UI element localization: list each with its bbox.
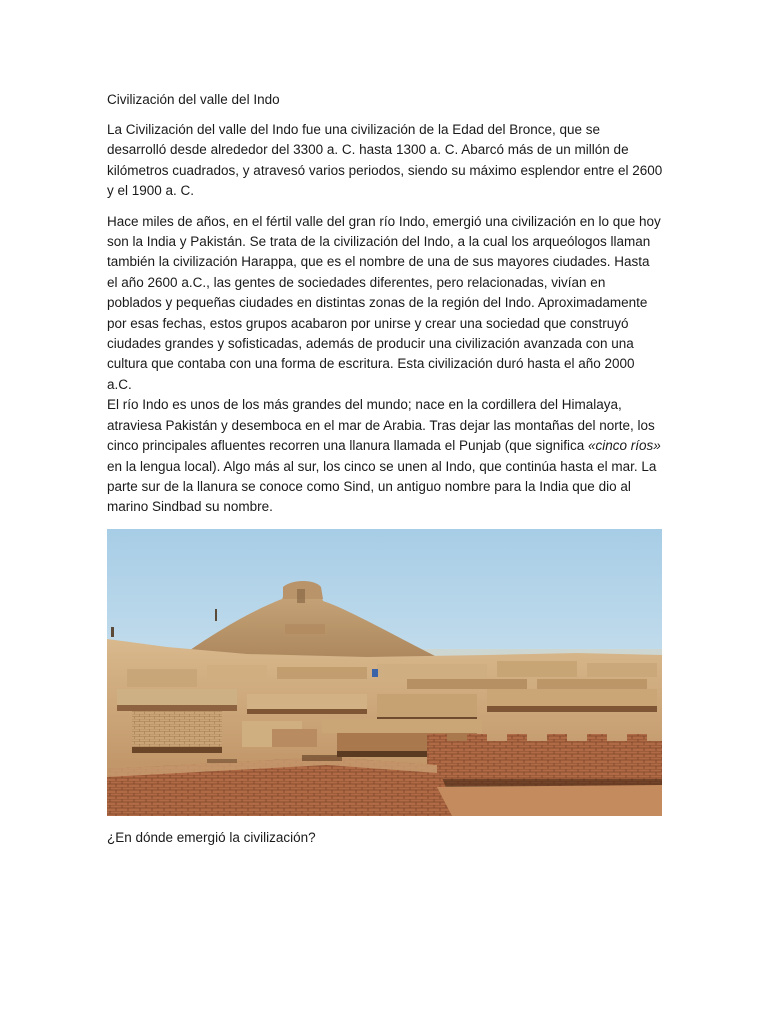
paragraph-intro: La Civilización del valle del Indo fue una civilización de la Edad del Bronce, que se desarrolló desde alrededor del 3300 a. C. hasta 1300 a. C. Abarcó más de un millón de kilómetros cuadrados, y atravesó varios periodos, siendo su máximo esplendor entre el 2600 y el 1900 a. C. — [107, 122, 663, 199]
paragraph-history: Hace miles de años, en el fértil valle del gran río Indo, emergió una civilización en lo que hoy son la India y Pakistán. Se trata de la civilización del Indo, a la cual los arqueólogos llaman también la civilización Harappa, que es el nombre de una de sus mayores ciudades. Hasta el año 2600 a.C., las gentes de sociedades diferentes, pero relacionadas, vivían en poblados y pequeñas ciudades en distintas zonas de la región del Indo. Aproximadamente por esas fechas, estos grupos acabaron por unirse y crear una sociedad que construyó ciudades grandes y sofisticadas, además de producir una civilización avanzada con una cultura que contaba con una forma de escritura. Esta civilización duró hasta el año 2000 a.C. — [107, 213, 661, 392]
question-text: ¿En dónde emergió la civilización? — [107, 829, 316, 845]
document-title: Civilización del valle del Indo — [107, 92, 280, 107]
paragraph-river — [107, 395, 663, 517]
paragraph-river-text-2: en la lengua local). Algo más al sur, los cinco se unen al Indo, que continúa hasta el mar. La parte sur de la llanura se conoce como Sind, un antiguo nombre para la India que dio al marino Sindbad su nombre. — [107, 458, 657, 515]
document-page — [107, 90, 663, 848]
ruins-illustration — [107, 529, 662, 816]
brick-wall-right — [427, 734, 662, 787]
ruins-photo — [107, 529, 662, 816]
paragraph-river-text-1: El río Indo es unos de los más grandes del mundo; nace en la cordillera del Himalaya, atraviesa Pakistán y desemboca en el mar de Arabia. Tras dejar las montañas del norte, los cinco principales afluentes recorren una llanura llamada el Punjab (que significa — [107, 397, 655, 454]
paragraph-river-italic: «cinco ríos» — [588, 438, 661, 454]
